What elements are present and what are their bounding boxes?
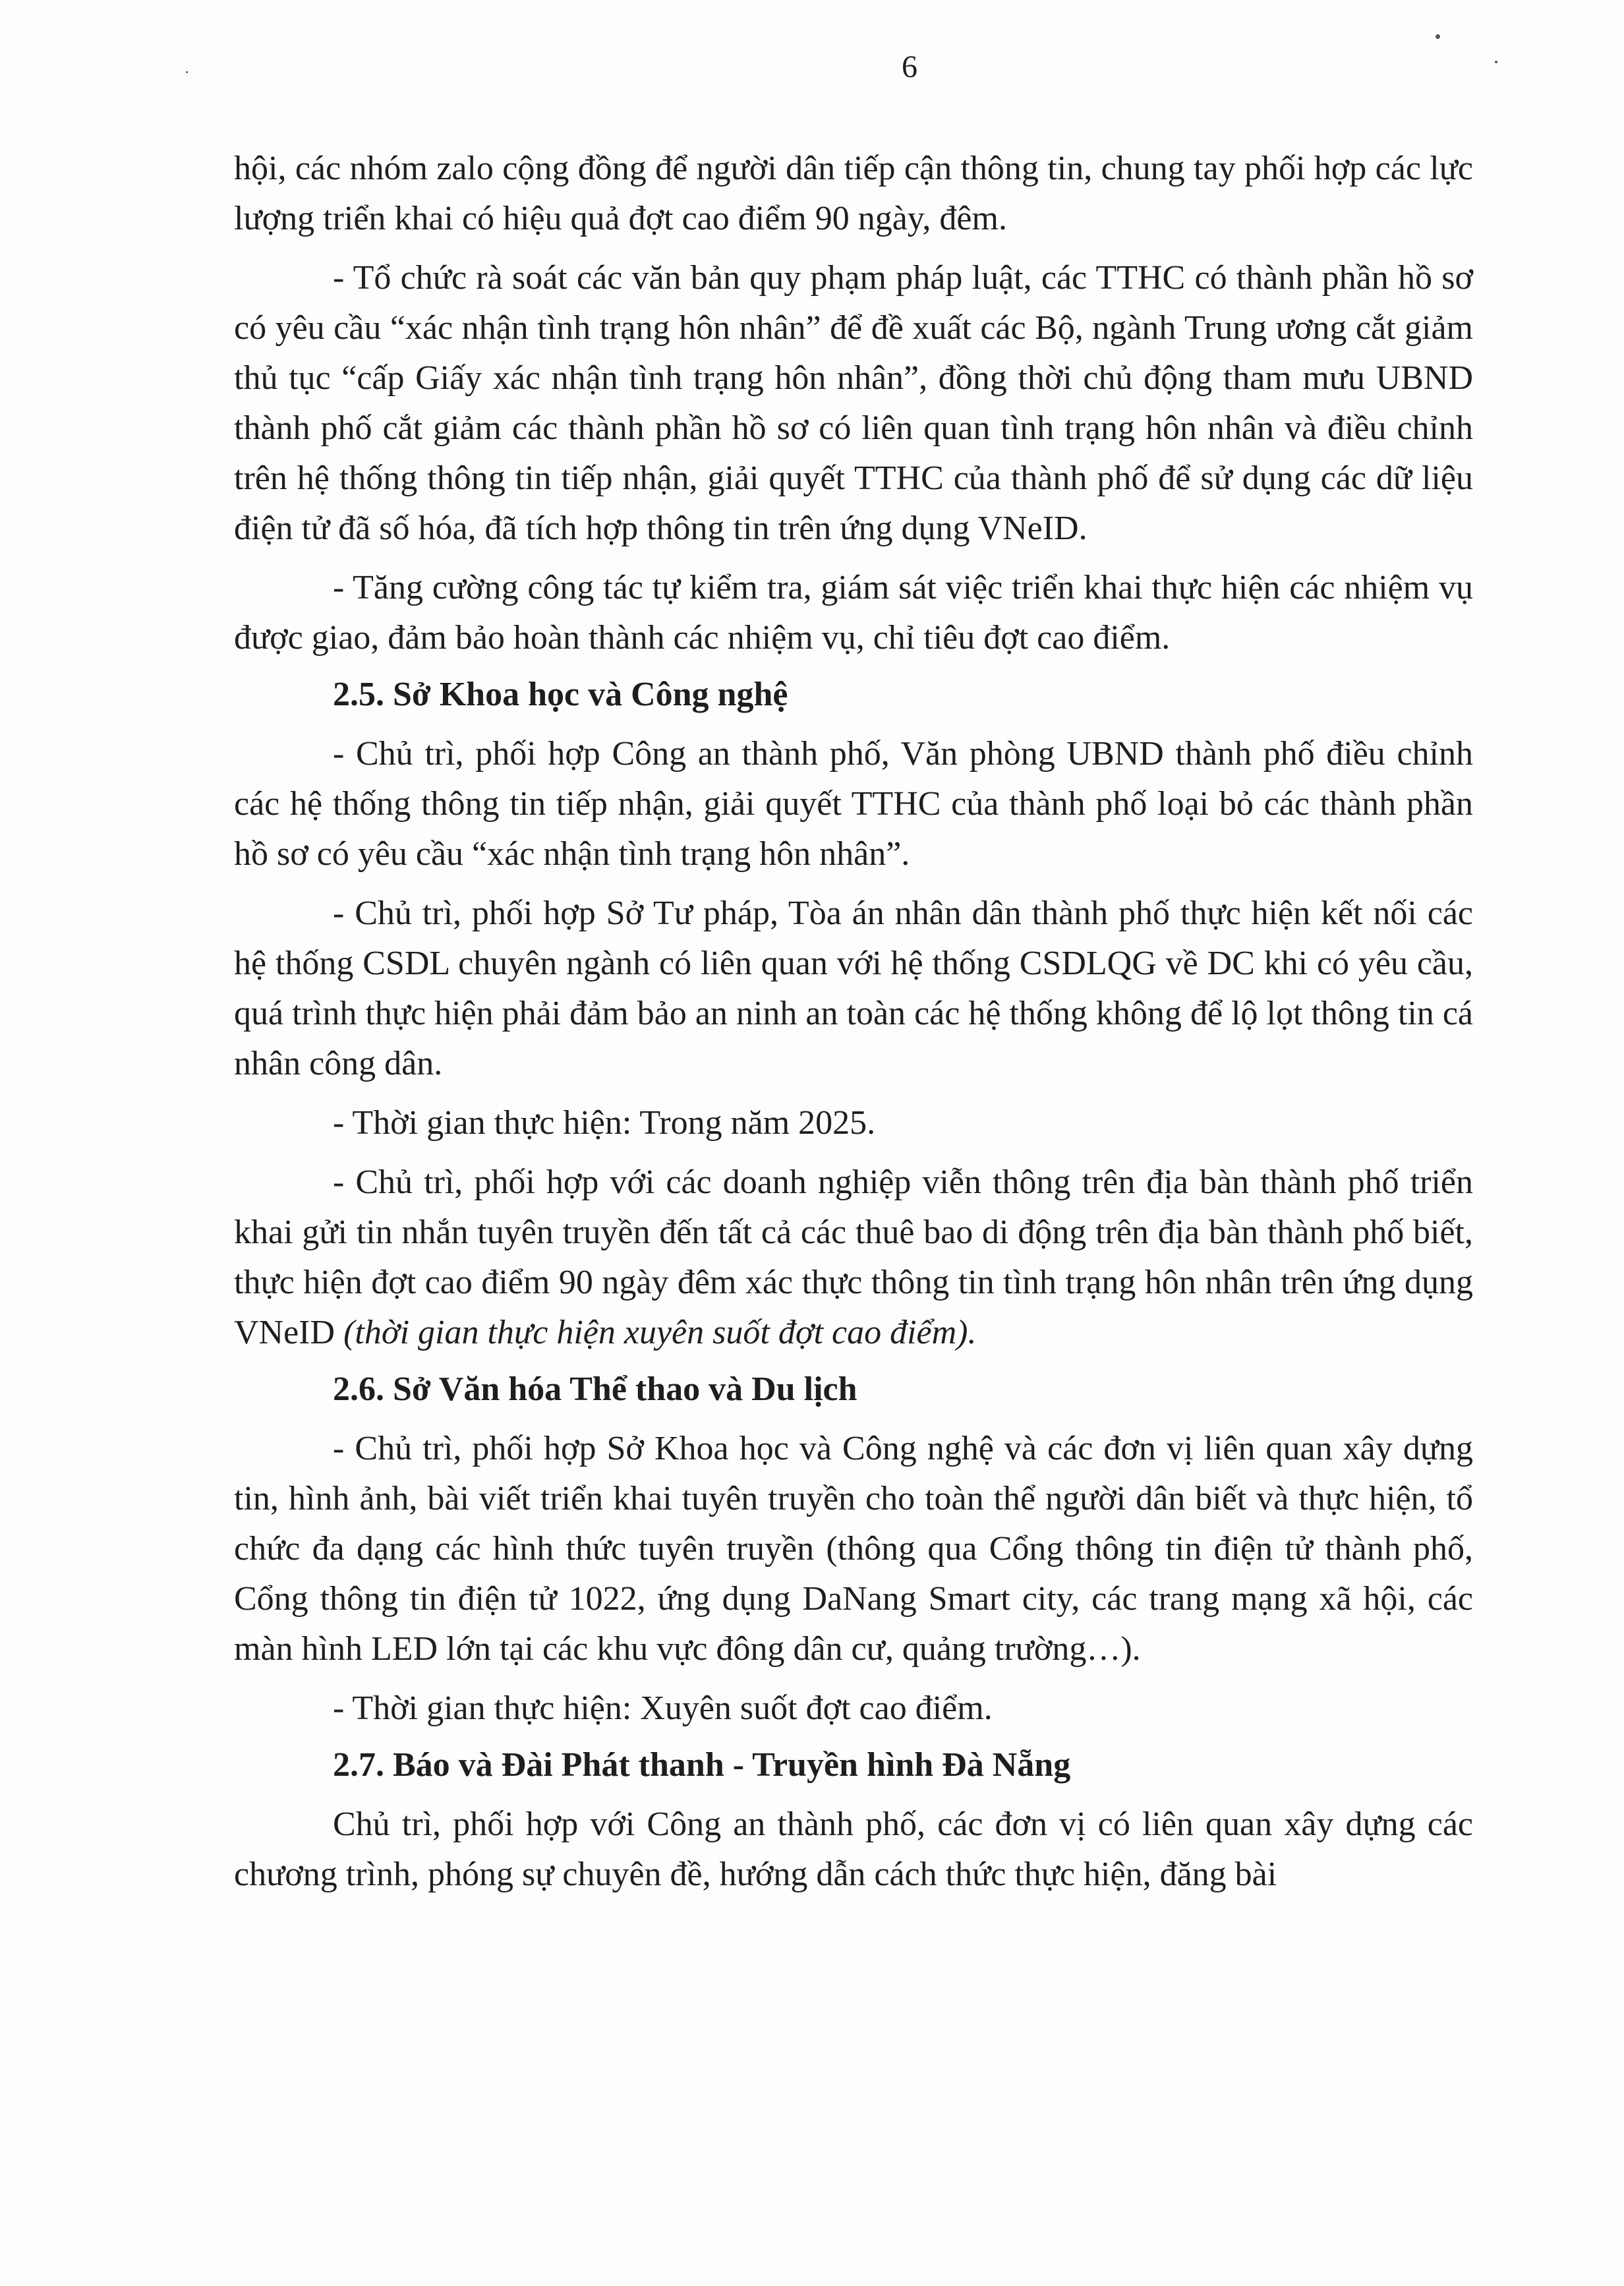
paragraph-self-inspection: - Tăng cường công tác tự kiểm tra, giám sát việc triển khai thực hiện các nhiệm vụ được giao, đảm bảo hoàn thành các nhiệm vụ, chỉ tiêu đợt cao điểm. (234, 569, 1473, 657)
paragraph-adjust-systems: - Chủ trì, phối hợp Công an thành phố, Văn phòng UBND thành phố điều chỉnh các hệ thống thông tin tiếp nhận, giải quyết TTHC của thành phố loại bỏ các thành phần hồ sơ có yêu cầu “xác nhận tình trạng hôn nhân”. (234, 735, 1473, 873)
scan-speck-top-right (1436, 34, 1440, 39)
paragraph-review-documents: - Tổ chức rà soát các văn bản quy phạm pháp luật, các TTHC có thành phần hồ sơ có yêu cầu “xác nhận tình trạng hôn nhân” để đề xuất các Bộ, ngành Trung ương cắt giảm thủ tục “cấp Giấy xác nhận tình trạng hôn nhân”, đồng thời chủ động tham mưu UBND thành phố cắt giảm các thành phần hồ sơ có liên quan tình trạng hôn nhân và điều chỉnh trên hệ thống thông tin tiếp nhận, giải quyết TTHC của thành phố để sử dụng các dữ liệu điện tử đã số hóa, đã tích hợp thông tin trên ứng dụng VNeID. (234, 259, 1473, 547)
document-body (234, 144, 1473, 1900)
paragraph-continued: hội, các nhóm zalo cộng đồng để người dân tiếp cận thông tin, chung tay phối hợp các lực lượng triển khai có hiệu quả đợt cao điểm 90 ngày, đêm. (234, 150, 1473, 237)
section-heading-2-7: 2.7. Báo và Đài Phát thanh - Truyền hình Đà Nẵng (333, 1746, 1071, 1784)
scan-speck-far-right (1495, 61, 1497, 63)
sms-campaign-italic-note: (thời gian thực hiện xuyên suốt đợt cao điểm). (343, 1314, 977, 1351)
paragraph-broadcast-programs: Chủ trì, phối hợp với Công an thành phố, các đơn vị có liên quan xây dựng các chương trình, phóng sự chuyên đề, hướng dẫn cách thức thực hiện, đăng bài (234, 1805, 1473, 1893)
paragraph-sms-campaign (234, 1158, 1473, 1358)
paragraph-timeline-campaign: - Thời gian thực hiện: Xuyên suốt đợt cao điểm. (333, 1689, 993, 1727)
sms-campaign-text: - Chủ trì, phối hợp với các doanh nghiệp viễn thông trên địa bàn thành phố triển khai gửi tin nhắn tuyên truyền đến tất cả các thuê bao di động trên địa bàn thành phố biết, thực hiện đợt cao điểm 90 ngày đêm xác thực thông tin tình trạng hôn nhân trên ứng dụng VNeID (234, 1163, 1473, 1351)
page-number: 6 (902, 49, 917, 84)
paragraph-connect-databases: - Chủ trì, phối hợp Sở Tư pháp, Tòa án nhân dân thành phố thực hiện kết nối các hệ thống CSDL chuyên ngành có liên quan với hệ thống CSDLQG về DC khi có yêu cầu, quá trình thực hiện phải đảm bảo an ninh an toàn các hệ thống không để lộ lọt thông tin cá nhân công dân. (234, 894, 1473, 1082)
section-heading-2-6: 2.6. Sở Văn hóa Thể thao và Du lịch (333, 1370, 857, 1408)
scan-speck-top-left (186, 71, 188, 73)
paragraph-timeline-2025: - Thời gian thực hiện: Trong năm 2025. (333, 1104, 876, 1142)
section-heading-2-5: 2.5. Sở Khoa học và Công nghệ (333, 676, 788, 713)
paragraph-media-propaganda: - Chủ trì, phối hợp Sở Khoa học và Công nghệ và các đơn vị liên quan xây dựng tin, hình ảnh, bài viết triển khai tuyên truyền cho toàn thể người dân biết và thực hiện, tổ chức đa dạng các hình thức tuyên truyền (thông qua Cổng thông tin điện tử thành phố, Cổng thông tin điện tử 1022, ứng dụng DaNang Smart city, các trang mạng xã hội, các màn hình LED lớn tại các khu vực đông dân cư, quảng trường…). (234, 1430, 1473, 1668)
